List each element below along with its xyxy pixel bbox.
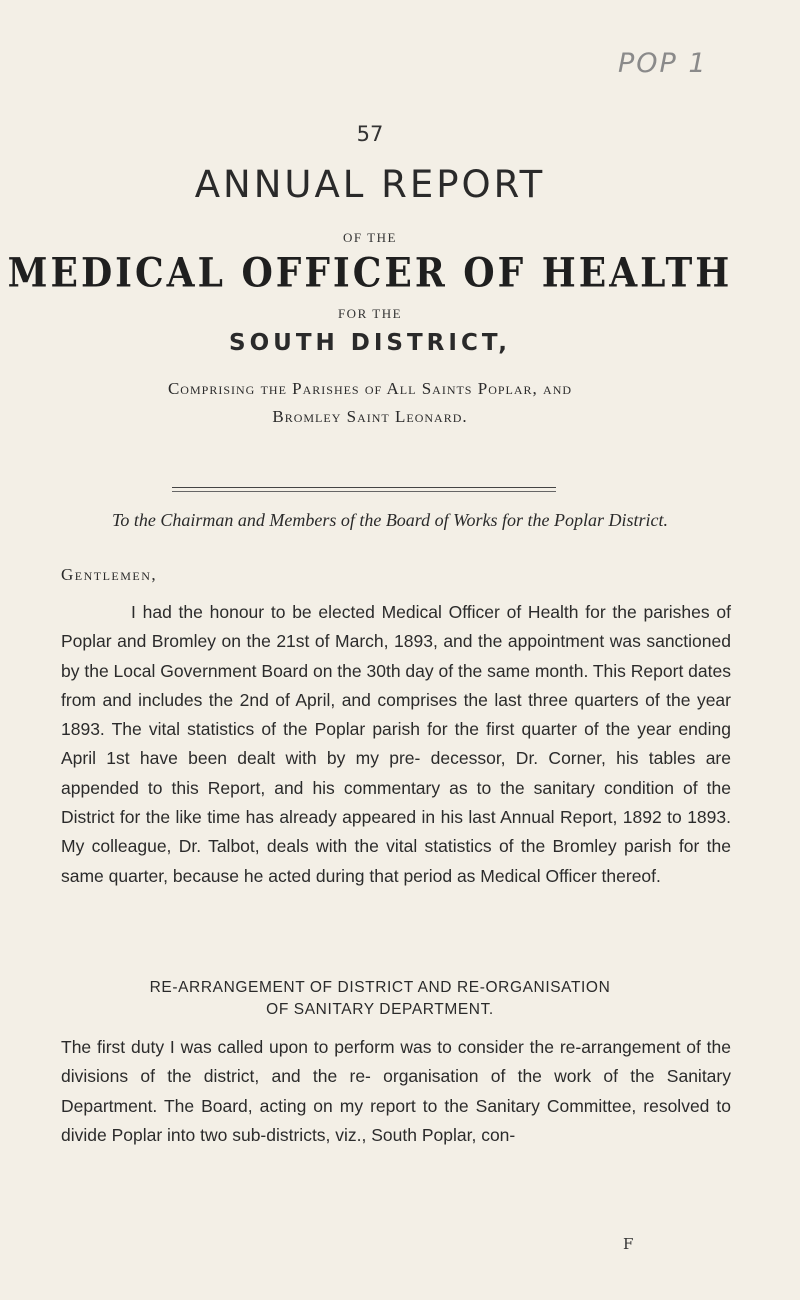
double-rule-divider [172,487,556,492]
district-title: SOUTH DISTRICT, [229,330,511,356]
handwritten-annotation: POP 1 [618,48,708,79]
address-text: To the Chairman and Members of the Board of Works for the Poplar District. [111,510,668,530]
comprising-line-2: Bromley Saint Leonard. [272,407,468,426]
section-heading-line-1: RE-ARRANGEMENT OF DISTRICT AND RE-ORGANISATION [149,979,611,996]
office-title: MEDICAL OFFICER OF HEALTH [7,249,733,297]
signature-mark: F [623,1235,634,1253]
address-line [20,506,760,534]
comprising-line-1: Comprising the Parishes of All Saints Poplar, and [167,379,573,398]
salutation: Gentlemen, [61,565,158,584]
section-heading [0,977,750,1021]
comprising-text [0,375,740,431]
of-the-line: OF THE [343,230,397,245]
for-the-line: FOR THE [337,306,403,321]
paragraph-2: The first duty I was called upon to perform was to consider the re-arrangement of the divisions of the district, and the re- organisation of the work of the Sanitary Department. The Board, acting on my report to the Sanitary Committee, resolved to divide Poplar into two sub-districts, viz., South Poplar, con- [61,1037,731,1145]
page-number: 57 [356,122,384,146]
report-title: ANNUAL REPORT [194,163,546,206]
paragraph-1: I had the honour to be elected Medical Officer of Health for the parishes of Poplar and Bromley on the 21st of March, 1893, and the appointment was sanctioned by the Local Government Board on the 30th day of the same month. This Report dates from and includes the 2nd of April, and comprises the last three quarters of the year 1893. The vital statistics of the Poplar parish for the first quarter of the year ending April 1st have been dealt with by my pre- decessor, Dr. Corner, his tables are appended to this Report, and his commentary as to the sanitary condition of the District for the like time has already appeared in his last Annual Report, 1892 to 1893. My colleague, Dr. Talbot, deals with the vital statistics of the Bromley parish for the same quarter, because he acted during that period as Medical Officer thereof. [61,602,731,886]
section-heading-line-2: OF SANITARY DEPARTMENT. [266,1001,494,1018]
